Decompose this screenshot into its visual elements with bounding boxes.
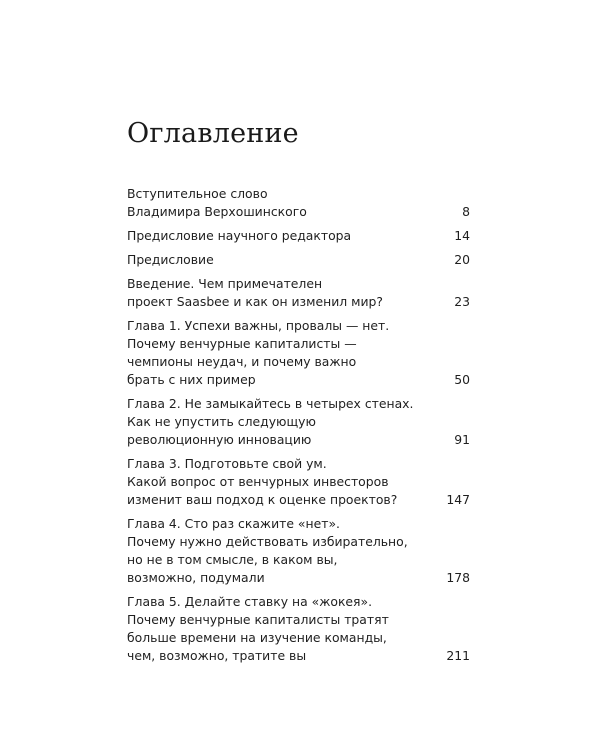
- toc-entry-text-line: Глава 1. Успехи важны, провалы — нет.: [127, 318, 390, 333]
- toc-entry-text-line: возможно, подумали: [127, 570, 265, 585]
- toc-entry: [127, 593, 470, 665]
- toc-entry-text-line: больше времени на изучение команды,: [127, 630, 387, 645]
- toc-entry: [127, 227, 470, 245]
- toc-entry-text-line: чем, возможно, тратите вы: [127, 648, 307, 663]
- toc-entry-text-line: Введение. Чем примечателен: [127, 276, 323, 291]
- toc-entry-text-line: но не в том смысле, в каком вы,: [127, 552, 338, 567]
- toc-page-number: 8: [462, 204, 470, 219]
- toc-entry: [127, 317, 470, 389]
- toc-entry-text-line: Глава 3. Подготовьте свой ум.: [127, 456, 327, 471]
- toc-entry-text-line: Какой вопрос от венчурных инвесторов: [127, 474, 389, 489]
- toc-entry-text-line: брать с них пример: [127, 372, 256, 387]
- toc-page-number: 147: [446, 492, 470, 507]
- toc-entry: [127, 395, 470, 449]
- toc-entry: [127, 185, 470, 221]
- toc-page-number: 50: [454, 372, 470, 387]
- toc-entry-text-line: Глава 4. Сто раз скажите «нет».: [127, 516, 340, 531]
- toc-entry-text-line: Предисловие: [127, 252, 214, 267]
- toc-entry-text-line: чемпионы неудач, и почему важно: [127, 354, 357, 369]
- toc-entry-text-line: проект Saasbee и как он изменил мир?: [127, 294, 383, 309]
- toc-entry: [127, 275, 470, 311]
- toc-entry-text-line: Как не упустить следующую: [127, 414, 316, 429]
- toc-entry: [127, 251, 470, 269]
- toc-entry: [127, 515, 470, 587]
- toc-page-number: 14: [454, 228, 470, 243]
- toc-entry-text-line: Вступительное слово: [127, 186, 268, 201]
- toc-entry-text-line: Почему венчурные капиталисты тратят: [127, 612, 389, 627]
- toc-page-number: 211: [446, 648, 470, 663]
- toc-entry-text-line: Владимира Верхошинского: [127, 204, 307, 219]
- toc-entry-text-line: Глава 2. Не замыкайтесь в четырех стенах.: [127, 396, 414, 411]
- toc-entry-text-line: революционную инновацию: [127, 432, 312, 447]
- table-of-contents: [127, 185, 470, 671]
- toc-entry: [127, 455, 470, 509]
- toc-page-number: 178: [446, 570, 470, 585]
- toc-page-number: 91: [454, 432, 470, 447]
- page-title: Оглавление: [127, 118, 299, 149]
- toc-page-number: 20: [454, 252, 470, 267]
- toc-entry-text-line: Почему венчурные капиталисты —: [127, 336, 357, 351]
- toc-entry-text-line: изменит ваш подход к оценке проектов?: [127, 492, 398, 507]
- toc-page-number: 23: [454, 294, 470, 309]
- toc-entry-text-line: Почему нужно действовать избирательно,: [127, 534, 408, 549]
- toc-entry-text-line: Предисловие научного редактора: [127, 228, 352, 243]
- toc-entry-text-line: Глава 5. Делайте ставку на «жокея».: [127, 594, 373, 609]
